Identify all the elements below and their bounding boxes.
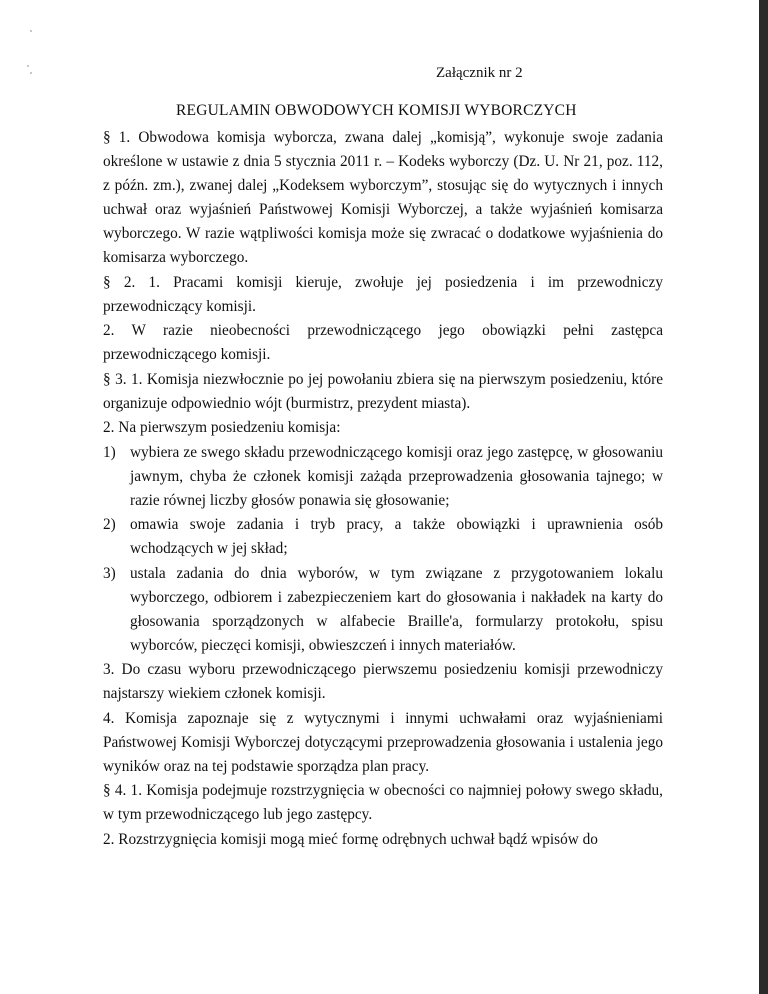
- attachment-label: Załącznik nr 2: [436, 65, 523, 81]
- document-body: [103, 126, 663, 852]
- paragraph-5: 2. Na pierwszym posiedzeniu komisja:: [103, 419, 341, 436]
- paragraph-1: § 1. Obwodowa komisja wyborcza, zwana dalej „komisją”, wykonuje swoje zadania określone w ustawie z dnia 5 stycznia 2011 r. – Kodeks wyborczy (Dz. U. Nr 21, poz. 112, z późn. zm.), zwanej dalej „Kodeksem wyborczym”, stosując się do wytycznych i innych uchwał oraz wyjaśnień Państwowej Komisji Wyborczej, a także wyjaśnień komisarza wyborczego. W razie wątpliwości komisja może się zwracać o dodatkowe wyjaśnienia do komisarza wyborczego.: [103, 129, 663, 266]
- list-item-text: ustala zadania do dnia wyborów, w tym związane z przygotowaniem lokalu wyborczego, odbiorem i zabezpieczeniem kart do głosowania i nakładek na karty do głosowania sporządzonych w alfabecie Braille'a, formularzy protokołu, spisu wyborców, pieczęci komisji, obwieszczeń i innych materiałów.: [130, 564, 663, 654]
- list-item: [103, 562, 663, 658]
- list-item: [103, 513, 663, 561]
- list-item-number: 3): [103, 564, 116, 582]
- paragraph-7: 4. Komisja zapoznaje się z wytycznymi i innymi uchwałami oraz wyjaśnieniami Państwowej Komisji Wyborczej dotyczącymi przeprowadzenia głosowania i ustalenia jego wyników oraz na tej podstawie sporządza plan pracy.: [103, 709, 663, 775]
- paragraph-4: § 3. 1. Komisja niezwłocznie po jej powołaniu zbiera się na pierwszym posiedzeniu, które organizuje odpowiednio wójt (burmistrz, prezydent miasta).: [103, 370, 663, 412]
- list-item-text: omawia swoje zadania i tryb pracy, a także obowiązki i uprawnienia osób wchodzących w jej skład;: [130, 516, 663, 557]
- scan-speck: [30, 30, 32, 32]
- list-item-text: wybiera ze swego składu przewodniczącego komisji oraz jego zastępcę, w głosowaniu jawnym, chyba że członek komisji zażąda przeprowadzenia głosowania tajnego; w razie równej liczby głosów ponawia się głosowanie;: [130, 443, 663, 509]
- paragraph-6: 3. Do czasu wyboru przewodniczącego pierwszemu posiedzeniu komisji przewodniczy najstarszy wiekiem członek komisji.: [103, 661, 663, 702]
- paragraph-8: § 4. 1. Komisja podejmuje rozstrzygnięcia w obecności co najmniej połowy swego składu, w tym przewodniczącego lub jego zastępcy.: [103, 782, 663, 823]
- list-item: [103, 441, 663, 513]
- paragraph-3: 2. W razie nieobecności przewodniczącego jego obowiązki pełni zastępca przewodniczącego komisji.: [103, 322, 663, 363]
- paragraph-9: 2. Rozstrzygnięcia komisji mogą mieć formę odrębnych uchwał bądź wpisów do: [103, 830, 598, 848]
- document-title: REGULAMIN OBWODOWYCH KOMISJI WYBORCZYCH: [176, 102, 577, 119]
- scan-edge-shadow: [759, 0, 768, 994]
- scan-speck: [30, 72, 32, 74]
- scan-speck: [27, 65, 29, 67]
- paragraph-2: § 2. 1. Pracami komisji kieruje, zwołuje jej posiedzenia i im przewodniczy przewodniczący komisji.: [103, 273, 663, 315]
- list-item-number: 2): [103, 516, 116, 533]
- list-item-number: 1): [103, 443, 116, 461]
